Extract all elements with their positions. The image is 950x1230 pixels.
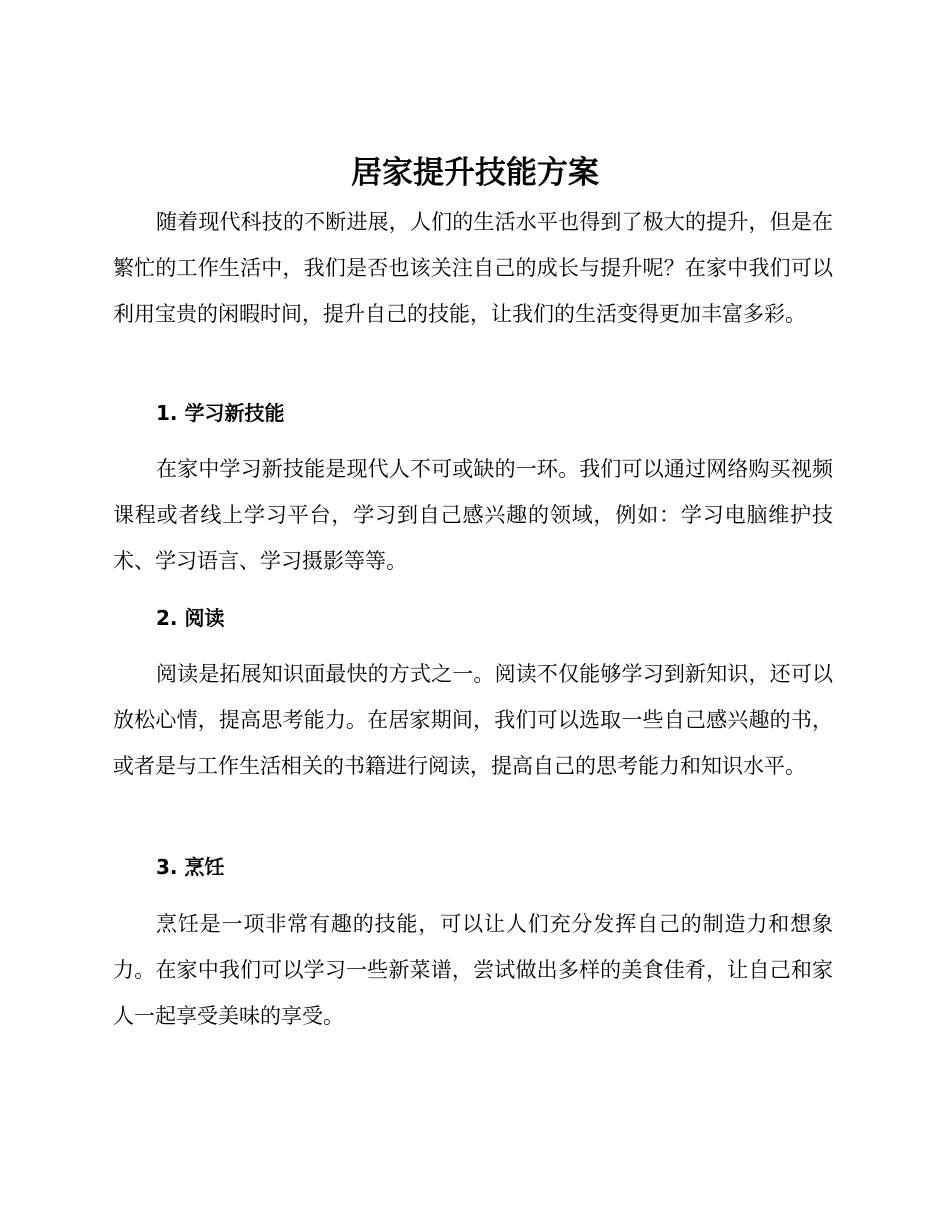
section-body-cooking: 烹饪是一项非常有趣的技能，可以让人们充分发挥自己的制造力和想象力。在家中我们可以学习一些新菜谱，尝试做出多样的美食佳肴，让自己和家人一起享受美味的享受。 [113, 912, 833, 1028]
section-heading-learn-skills: 1. 学习新技能 [156, 401, 285, 425]
section-body-reading: 阅读是拓展知识面最快的方式之一。阅读不仅能够学习到新知识，还可以放松心情，提高思考能力。在居家期间，我们可以选取一些自己感兴趣的书，或者是与工作生活相关的书籍进行阅读，提高自己的思考能力和知识水平。 [113, 662, 833, 778]
section-heading-cooking: 3. 烹饪 [156, 855, 225, 879]
section-body-learn-skills: 在家中学习新技能是现代人不可或缺的一环。我们可以通过网络购买视频课程或者线上学习平台，学习到自己感兴趣的领域，例如：学习电脑维护技术、学习语言、学习摄影等等。 [113, 457, 833, 573]
document-title: 居家提升技能方案 [351, 155, 599, 191]
intro-paragraph: 随着现代科技的不断进展，人们的生活水平也得到了极大的提升，但是在繁忙的工作生活中，我们是否也该关注自己的成长与提升呢？在家中我们可以利用宝贵的闲暇时间，提升自己的技能，让我们的生活变得更加丰富多彩。 [113, 210, 833, 326]
section-heading-reading: 2. 阅读 [156, 606, 225, 630]
